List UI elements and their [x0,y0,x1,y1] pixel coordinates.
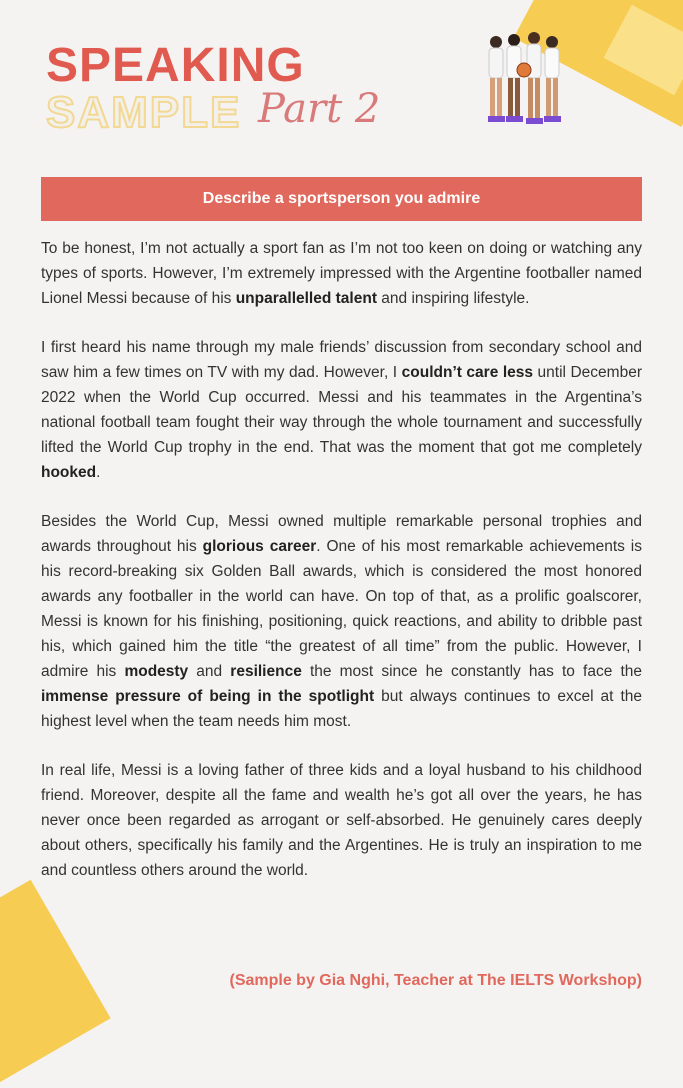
highlighted-phrase: hooked [41,464,97,481]
paragraph-text: the most since he constantly has to face the [301,663,642,680]
title-part: Part 2 [258,86,381,132]
title-speaking: SPEAKING [46,39,305,92]
highlighted-phrase: resilience [230,663,302,680]
corner-decoration-bottom-left [0,880,111,1088]
sample-credit: (Sample by Gia Nghi, Teacher at The IELTS Workshop) [229,972,642,989]
paragraph-text: I first heard his name through my male friends’ discussion from secondary school and saw him a few times on TV with my dad. However, I [41,339,642,381]
highlighted-phrase: modesty [124,663,189,680]
paragraph-text: To be honest, I’m not actually a sport fan as I’m not too keen on doing or watching any types of sports. However, I’m extremely impressed with the Argentine footballer named Lionel Messi because of his [41,240,642,307]
essay-body [41,236,642,907]
title-sample: SAMPLE [46,88,242,137]
essay-paragraph [41,236,642,311]
highlighted-phrase: unparallelled talent [235,290,377,307]
paragraph-text: . One of his most remarkable achievements is his record-breaking six Golden Ball awards, which is considered the most honored awards any footballer in the world can have. On top of that, as a prolific goalscorer, Messi is known for his finishing, positioning, quick reactions, and ability to dribble past his, which gained him the title “the greatest of all time” from the public. However, I admire his [41,538,642,680]
basketball-players-illustration [478,30,568,130]
essay-paragraph [41,758,642,883]
essay-paragraph [41,509,642,734]
paragraph-text: until December 2022 when the World Cup occurred. Messi and his teammates in the Argentina’s national football team fought their way through the whole tournament and successfully lifted the World Cup trophy in the end. That was the moment that got me completely [41,364,642,456]
paragraph-text: Besides the World Cup, Messi owned multiple remarkable personal trophies and awards throughout his [41,513,642,555]
paragraph-text: . [96,464,101,481]
paragraph-text: and inspiring lifestyle. [376,290,530,307]
highlighted-phrase: glorious career [202,538,317,555]
highlighted-phrase: couldn’t care less [401,364,534,381]
essay-paragraph [41,335,642,485]
paragraph-text: and [188,663,231,680]
paragraph-text: In real life, Messi is a loving father of three kids and a loyal husband to his childhood friend. Moreover, despite all the fame and wealth he’s got all over the years, he has never once been regarded as arrogant or self-absorbed. He genuinely cares deeply about others, specifically his family and the Argentines. He is truly an inspiration to me and countless others around the world. [41,762,642,879]
topic-banner: Describe a sportsperson you admire [41,177,642,221]
highlighted-phrase: immense pressure of being in the spotlight [41,688,375,705]
paragraph-text: but always continues to excel at the highest level when the team needs him most. [41,688,642,730]
